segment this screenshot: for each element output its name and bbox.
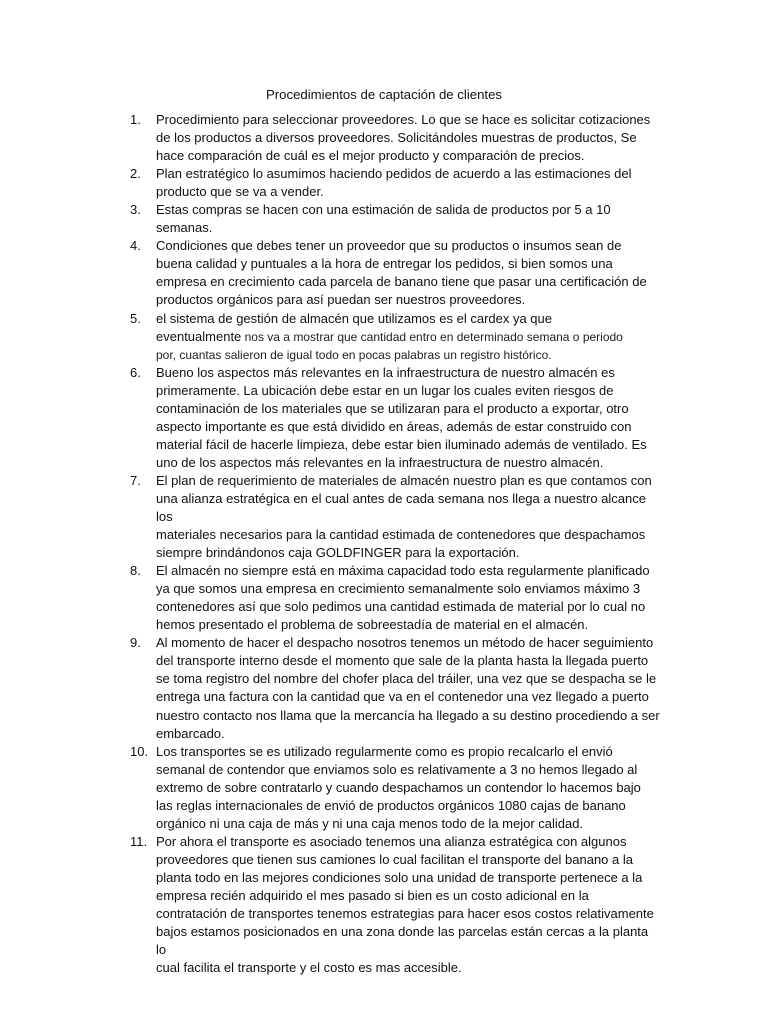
list-item-number: 1. — [130, 112, 141, 127]
list-item-number: 10. — [130, 743, 149, 759]
list-item-number: 6. — [130, 364, 141, 380]
list-item-number: 11. — [130, 833, 148, 849]
list-item-2 — [130, 165, 660, 201]
list-item-number: 5. — [130, 310, 141, 326]
list-item-text: El plan de requerimiento de materiales de almacén nuestro plan es que contamos con una alianza estratégica en el cual antes de cada semana nos llega a nuestro alcance los materiales necesarios para la cantidad estimada de contenedores que despachamos siempre brindándonos caja GOLDFINGER para la exportación. — [156, 472, 652, 561]
list-item-number: 2. — [130, 166, 141, 182]
list-item-number: 3. — [130, 202, 141, 218]
list-item-number: 7. — [130, 472, 141, 488]
list-item-text — [156, 310, 660, 346]
list-item-7 — [130, 472, 660, 562]
list-item-3 — [130, 201, 660, 237]
document-title: Procedimientos de captación de clientes — [265, 87, 503, 102]
list-item-1 — [130, 111, 660, 165]
list-item-9 — [130, 634, 660, 742]
list-item-text: Plan estratégico lo asumimos haciendo pedidos de acuerdo a las estimaciones del producto que se va a vender. — [156, 166, 632, 200]
list-item-text: Bueno los aspectos más relevantes en la infraestructura de nuestro almacén es primeramente. La ubicación debe estar en un lugar los cuales eviten riesgos de contaminación de los materiales que se utilizaran para el producto a exportar, otro aspecto importante es que está dividido en áreas, además de estar construido con material fácil de hacerle limpieza, debe estar bien iluminado además de ventilado. Es uno de los aspectos más relevantes en la infraestructura de nuestro almacén. — [156, 364, 647, 470]
list-item-text-tail: por, cuantas salieron de igual todo en pocas palabras un registro histórico. — [156, 347, 552, 362]
list-item-11 — [130, 833, 660, 977]
list-item-text-inline-tail: nos va a mostrar que cantidad entro en determinado semana o periodo — [241, 329, 623, 344]
procedures-list — [130, 111, 660, 977]
list-item-text: Condiciones que debes tener un proveedor que su productos o insumos sean de buena calidad y puntuales a la hora de entregar los pedidos, si bien somos una empresa en crecimiento cada parcela de banano tiene que pasar una certificación de productos orgánicos para así puedan ser nuestros proveedores. — [156, 238, 647, 308]
list-item-text: El almacén no siempre está en máxima capacidad todo esta regularmente planificado ya que somos una empresa en crecimiento semanalmente solo enviamos máximo 3 contenedores así que solo pedimos una cantidad estimada de material por lo cual no hemos presentado el problema de sobreestadía de material en el almacén. — [156, 563, 650, 633]
list-item-number: 9. — [130, 635, 141, 651]
list-item-text: Estas compras se hacen con una estimación de salida de productos por 5 a 10 semanas. — [156, 202, 611, 236]
list-item-10 — [130, 743, 660, 833]
list-item-8 — [130, 562, 660, 634]
list-item-6 — [130, 364, 660, 472]
list-item-number: 8. — [130, 563, 141, 579]
list-item-text: Por ahora el transporte es asociado tenemos una alianza estratégica con algunos proveedores que tienen sus camiones lo cual facilitan el transporte del banano a la planta todo en las mejores condiciones solo una unidad de transporte pertenece a la empresa recién adquirido el mes pasado si bien es un costo adicional en la contratación de transportes tenemos estrategias para hacer esos costos relativamente bajos estamos posicionados en una zona donde las parcelas están cercas a la planta lo cual facilita el transporte y el costo es mas accesible. — [156, 833, 654, 976]
list-item-text: Al momento de hacer el despacho nosotros tenemos un método de hacer seguimiento del transporte interno desde el momento que sale de la planta hasta la llegada puerto se toma registro del nombre del chofer placa del tráiler, una vez que se despacha se le entrega una factura con la cantidad que va en el contenedor una vez llegado a puerto nuestro contacto nos llama que la mercancía ha llegado a su destino procediendo a ser embarcado. — [156, 635, 660, 741]
list-item-text-lead: el sistema de gestión de almacén que utilizamos es el cardex ya que eventualmente — [156, 310, 552, 344]
list-item-text: Procedimiento para seleccionar proveedores. Lo que se hace es solicitar cotizaciones de los productos a diversos proveedores. Solicitándoles muestras de productos, Se hace comparación de cuál es el mejor producto y comparación de precios. — [156, 112, 651, 164]
list-item-5 — [130, 310, 660, 364]
list-item-4 — [130, 237, 660, 309]
list-item-number: 4. — [130, 238, 141, 254]
list-item-text: Los transportes se es utilizado regularmente como es propio recalcarlo el envió semanal de contendor que enviamos solo es relativamente a 3 no hemos llegado al extremo de sobre contratarlo y cuando despachamos un contendor lo hacemos bajo las reglas internacionales de envió de productos orgánicos 1080 cajas de banano orgánico ni una caja de más y ni una caja menos todo de la mejor calidad. — [156, 743, 641, 831]
